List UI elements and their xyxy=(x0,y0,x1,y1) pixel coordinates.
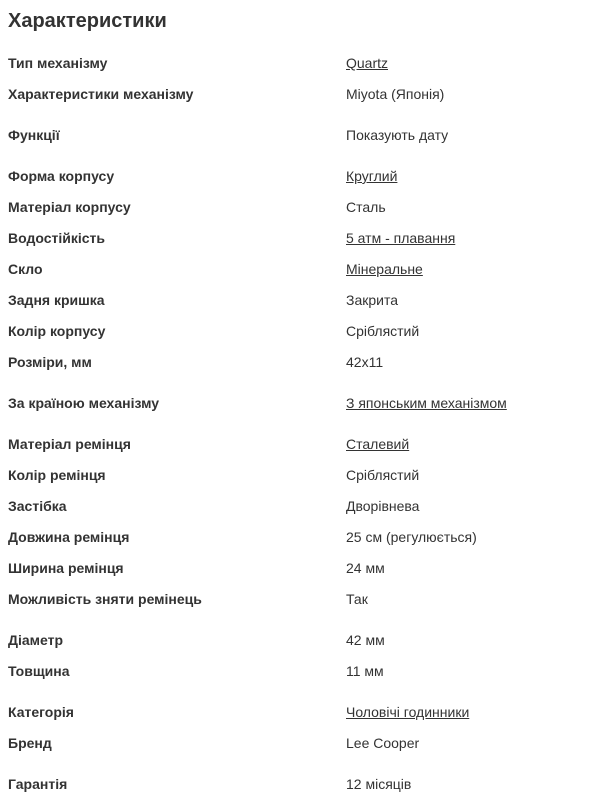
spec-row-movement-details xyxy=(0,84,608,104)
spec-row-case-material xyxy=(0,197,608,217)
spec-label: Задня кришка xyxy=(8,292,105,308)
spec-row-dimensions xyxy=(0,352,608,372)
spec-row-case-color xyxy=(0,321,608,341)
spec-label: Категорія xyxy=(8,704,74,720)
spec-label: Колір корпусу xyxy=(8,323,106,339)
spec-label: За країною механізму xyxy=(8,395,160,411)
spec-row-water-resistance xyxy=(0,228,608,248)
spec-row-strap-material xyxy=(0,434,608,454)
spec-row-functions xyxy=(0,125,608,145)
spec-row-movement-type xyxy=(0,53,608,73)
spec-row-movement-country xyxy=(0,393,608,413)
spec-value-link[interactable]: З японським механізмом xyxy=(346,395,507,411)
spec-row-strap-width xyxy=(0,558,608,578)
spec-value: Сріблястий xyxy=(346,323,420,339)
spec-value-link[interactable]: 5 атм - плавання xyxy=(346,230,456,246)
spec-label: Застібка xyxy=(8,498,67,514)
spec-row-strap-color xyxy=(0,465,608,485)
spec-value-link[interactable]: Сталевий xyxy=(346,436,410,452)
spec-label: Матеріал корпусу xyxy=(8,199,131,215)
spec-label: Водостійкість xyxy=(8,230,106,246)
spec-value: Показують дату xyxy=(346,127,449,143)
spec-label: Можливість зняти ремінець xyxy=(8,591,202,607)
spec-label: Функції xyxy=(8,127,60,143)
spec-row-category xyxy=(0,702,608,722)
spec-value: Так xyxy=(346,591,368,607)
spec-row-case-shape xyxy=(0,166,608,186)
spec-label: Скло xyxy=(8,261,43,277)
spec-label: Ширина ремінця xyxy=(8,560,124,576)
spec-row-clasp xyxy=(0,496,608,516)
spec-row-case-back xyxy=(0,290,608,310)
spec-label: Форма корпусу xyxy=(8,168,115,184)
spec-row-brand xyxy=(0,733,608,753)
spec-value: 42x11 xyxy=(346,354,384,370)
spec-value-link[interactable]: Чоловічі годинники xyxy=(346,704,470,720)
spec-label: Діаметр xyxy=(8,632,64,648)
spec-value: Дворівнева xyxy=(346,498,420,514)
spec-value: 12 місяців xyxy=(346,776,412,792)
spec-row-strap-length xyxy=(0,527,608,547)
spec-row-glass xyxy=(0,259,608,279)
spec-label: Товщина xyxy=(8,663,70,679)
spec-label: Бренд xyxy=(8,735,52,751)
spec-label: Тип механізму xyxy=(8,55,108,71)
spec-row-removable-strap xyxy=(0,589,608,609)
spec-row-thickness xyxy=(0,661,608,681)
spec-value: 42 мм xyxy=(346,632,385,648)
spec-label: Колір ремінця xyxy=(8,467,106,483)
spec-value-link[interactable]: Круглий xyxy=(346,168,398,184)
spec-value: Закрита xyxy=(346,292,399,308)
spec-value-link[interactable]: Мінеральне xyxy=(346,261,423,277)
spec-value-link[interactable]: Quartz xyxy=(346,55,389,71)
spec-value: 25 см (регулюється) xyxy=(346,529,477,545)
spec-row-warranty xyxy=(0,774,608,794)
section-title: Характеристики xyxy=(8,10,167,32)
spec-value: 11 мм xyxy=(346,663,384,679)
spec-value: Сріблястий xyxy=(346,467,420,483)
spec-label: Довжина ремінця xyxy=(8,529,130,545)
spec-value: Сталь xyxy=(346,199,386,215)
spec-label: Гарантія xyxy=(8,776,68,792)
spec-row-diameter xyxy=(0,630,608,650)
spec-value: 24 мм xyxy=(346,560,385,576)
spec-value: Miyota (Японія) xyxy=(346,86,445,102)
spec-value: Lee Cooper xyxy=(346,735,420,751)
spec-label: Характеристики механізму xyxy=(8,86,194,102)
spec-label: Матеріал ремінця xyxy=(8,436,131,452)
spec-label: Розміри, мм xyxy=(8,354,92,370)
